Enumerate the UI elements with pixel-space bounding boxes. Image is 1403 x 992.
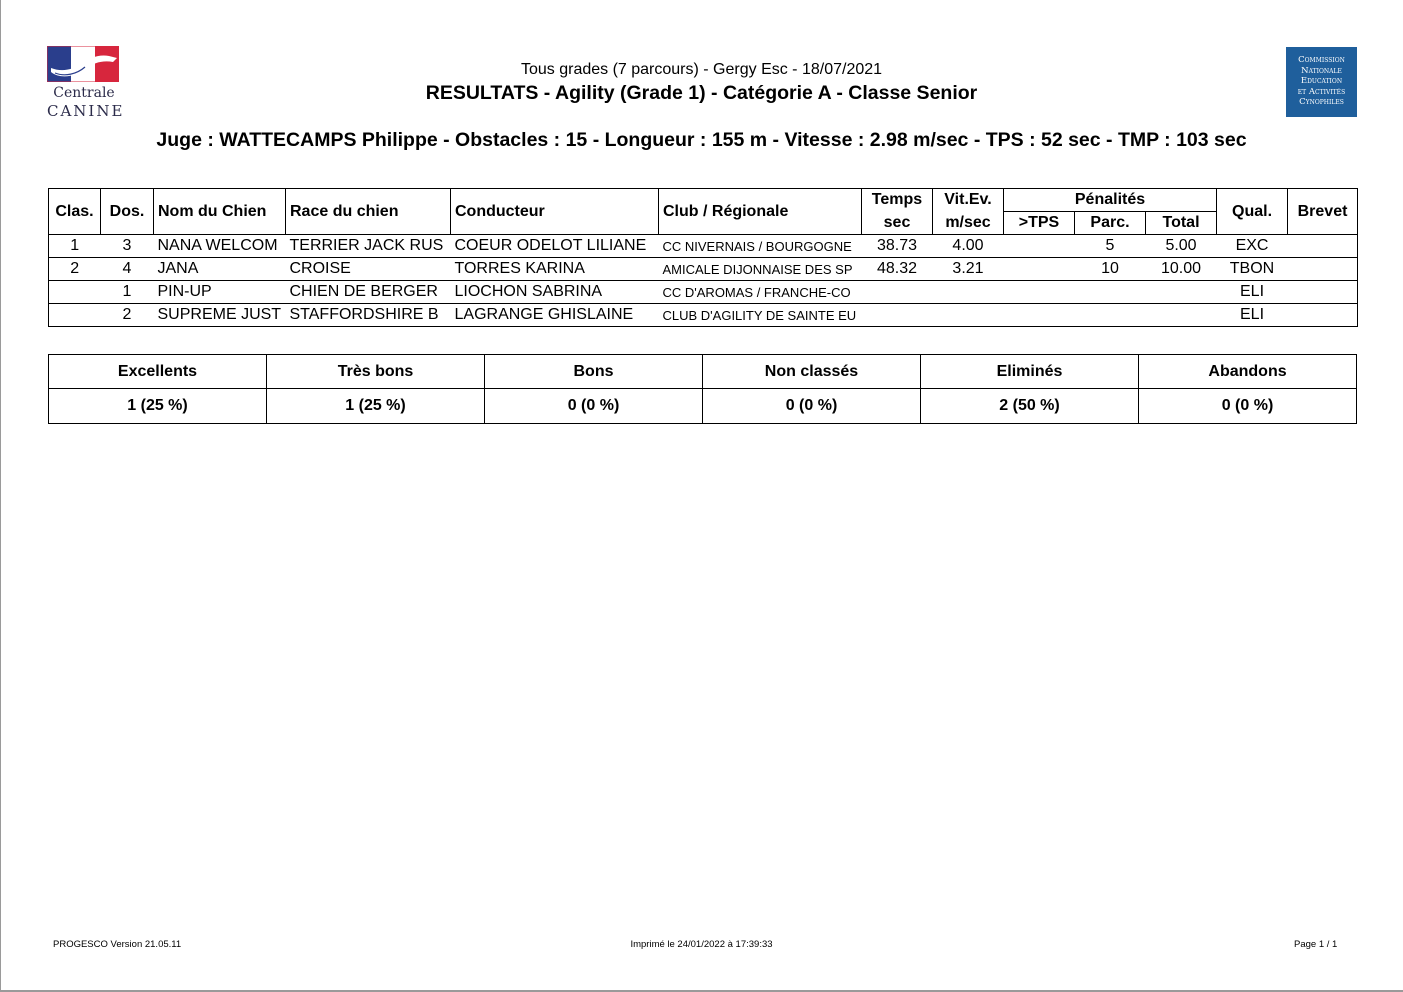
cell-total <box>1146 304 1217 327</box>
cell-dos: 1 <box>101 281 154 304</box>
cell-race: CROISE <box>286 258 451 281</box>
cell-conducteur: COEUR ODELOT LILIANE <box>451 235 659 258</box>
cell-qual: ELI <box>1217 281 1288 304</box>
cneac-logo-line: Commission <box>1298 55 1345 65</box>
cell-dos: 2 <box>101 304 154 327</box>
cell-clas: 2 <box>49 258 101 281</box>
cneac-logo-line: Cynophiles <box>1299 97 1344 107</box>
header-vit: Vit.Ev. <box>933 189 1004 212</box>
summary-header-bons: Bons <box>485 355 703 389</box>
cell-tps <box>1004 235 1075 258</box>
summary-values-row <box>49 389 1357 424</box>
summary-header-non-classes: Non classés <box>703 355 921 389</box>
summary-header-elimines: Eliminés <box>921 355 1139 389</box>
cell-race: STAFFORDSHIRE B <box>286 304 451 327</box>
cneac-logo-line: Nationale <box>1301 65 1342 76</box>
cell-temps <box>862 281 933 304</box>
cell-nom: PIN-UP <box>154 281 286 304</box>
header-vit-unit: m/sec <box>933 212 1004 235</box>
cell-brevet <box>1288 304 1358 327</box>
cell-temps <box>862 304 933 327</box>
cell-parc <box>1075 281 1146 304</box>
summary-table <box>48 354 1357 424</box>
cell-brevet <box>1288 258 1358 281</box>
logo-text-line1: Centrale <box>53 85 115 101</box>
cell-brevet <box>1288 235 1358 258</box>
table-row <box>49 258 1358 281</box>
header-dos: Dos. <box>101 189 154 235</box>
header-total: Total <box>1146 212 1217 235</box>
cell-club: CC D'AROMAS / FRANCHE-CO <box>659 281 862 304</box>
cell-temps: 38.73 <box>862 235 933 258</box>
cell-parc <box>1075 304 1146 327</box>
cell-clas: 1 <box>49 235 101 258</box>
cell-club: CLUB D'AGILITY DE SAINTE EU <box>659 304 862 327</box>
header-race: Race du chien <box>286 189 451 235</box>
header-tps: >TPS <box>1004 212 1075 235</box>
header-penalites: Pénalités <box>1004 189 1217 212</box>
cell-tps <box>1004 258 1075 281</box>
header-temps-unit: sec <box>862 212 933 235</box>
summary-value-elimines: 2 (50 %) <box>921 389 1139 424</box>
cell-clas <box>49 281 101 304</box>
cell-vit <box>933 281 1004 304</box>
footer-version: PROGESCO Version 21.05.11 <box>53 939 182 950</box>
cell-qual: ELI <box>1217 304 1288 327</box>
cell-nom: NANA WELCOM <box>154 235 286 258</box>
header-temps: Temps <box>862 189 933 212</box>
cell-temps: 48.32 <box>862 258 933 281</box>
cell-qual: TBON <box>1217 258 1288 281</box>
cell-club: CC NIVERNAIS / BOURGOGNE <box>659 235 862 258</box>
header-conducteur: Conducteur <box>451 189 659 235</box>
cell-total <box>1146 281 1217 304</box>
cneac-logo-line: Education <box>1300 76 1343 86</box>
cell-qual: EXC <box>1217 235 1288 258</box>
summary-value-bons: 0 (0 %) <box>485 389 703 424</box>
summary-header-abandons: Abandons <box>1139 355 1357 389</box>
cell-vit <box>933 304 1004 327</box>
header-nom-chien: Nom du Chien <box>154 189 286 235</box>
header-brevet: Brevet <box>1288 189 1358 235</box>
table-row <box>49 235 1358 258</box>
summary-header-tres-bons: Très bons <box>267 355 485 389</box>
cell-club: AMICALE DIJONNAISE DES SP <box>659 258 862 281</box>
cneac-logo-line: et Activités <box>1297 86 1346 97</box>
cell-parc: 5 <box>1075 235 1146 258</box>
cell-conducteur: LIOCHON SABRINA <box>451 281 659 304</box>
header-clas: Clas. <box>49 189 101 235</box>
logo-text-line2: CANINE <box>47 102 125 120</box>
summary-value-non-classes: 0 (0 %) <box>703 389 921 424</box>
footer-printed-date: Imprimé le 24/01/2022 à 17:39:33 <box>630 939 773 950</box>
cell-brevet <box>1288 281 1358 304</box>
header-parc: Parc. <box>1075 212 1146 235</box>
cell-total: 10.00 <box>1146 258 1217 281</box>
cell-clas <box>49 304 101 327</box>
table-row <box>49 304 1358 327</box>
cell-tps <box>1004 281 1075 304</box>
cell-conducteur: TORRES KARINA <box>451 258 659 281</box>
summary-value-tres-bons: 1 (25 %) <box>267 389 485 424</box>
cell-dos: 3 <box>101 235 154 258</box>
cell-vit: 4.00 <box>933 235 1004 258</box>
judge-line: Juge : WATTECAMPS Philippe - Obstacles : 15 - Longueur : 155 m - Vitesse : 2.98 m/sec - TPS : 52 sec - TMP : 103 sec <box>156 129 1247 151</box>
cell-dos: 4 <box>101 258 154 281</box>
footer-page-number: Page 1 / 1 <box>1294 939 1338 950</box>
cell-nom: JANA <box>154 258 286 281</box>
page-title: RESULTATS - Agility (Grade 1) - Catégorie A - Classe Senior <box>425 82 978 104</box>
cell-conducteur: LAGRANGE GHISLAINE <box>451 304 659 327</box>
cell-race: CHIEN DE BERGER <box>286 281 451 304</box>
cell-race: TERRIER JACK RUS <box>286 235 451 258</box>
header-qual: Qual. <box>1217 189 1288 235</box>
cell-total: 5.00 <box>1146 235 1217 258</box>
summary-header-excellents: Excellents <box>49 355 267 389</box>
cell-tps <box>1004 304 1075 327</box>
event-subtitle: Tous grades (7 parcours) - Gergy Esc - 18/07/2021 <box>520 61 883 78</box>
cell-parc: 10 <box>1075 258 1146 281</box>
table-row <box>49 281 1358 304</box>
cell-nom: SUPREME JUST <box>154 304 286 327</box>
summary-value-excellents: 1 (25 %) <box>49 389 267 424</box>
results-table <box>48 188 1358 327</box>
summary-value-abandons: 0 (0 %) <box>1139 389 1357 424</box>
cell-vit: 3.21 <box>933 258 1004 281</box>
header-club: Club / Régionale <box>659 189 862 235</box>
